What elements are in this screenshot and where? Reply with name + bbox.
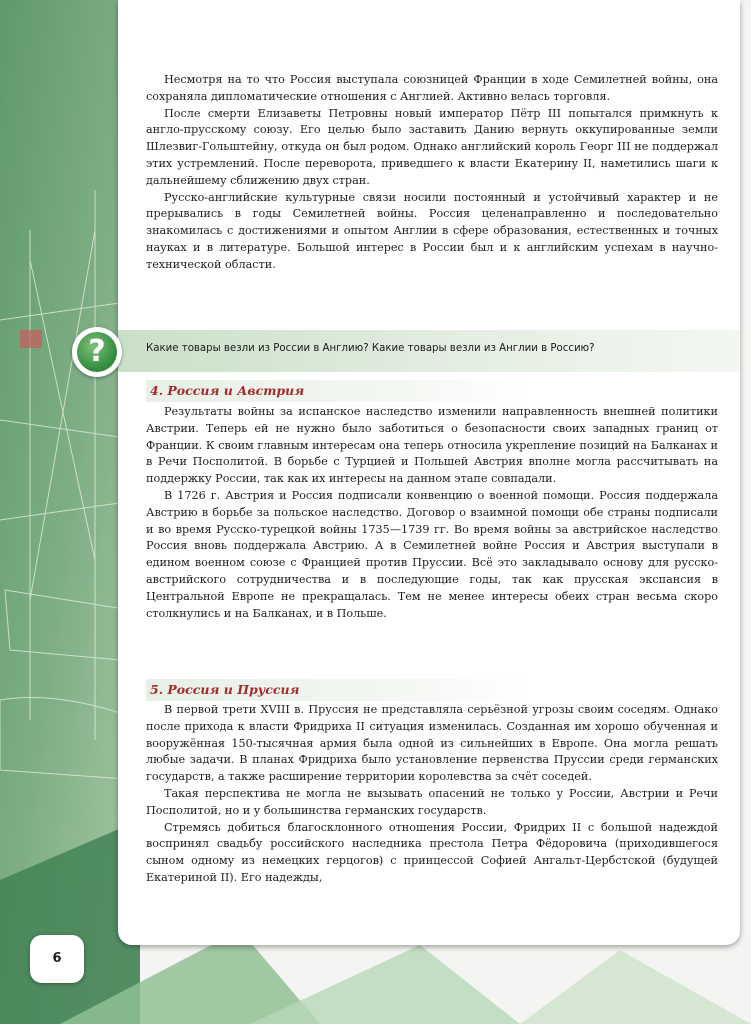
question-text: Какие товары везли из России в Англию? Какие товары везли из Англии в Россию? xyxy=(146,343,595,354)
paragraph: Русско-английские культурные связи носили постоянный и устойчивый характер и не прерывались в годы Семилетней войны. Россия целенаправленно и последовательно знакомилась с достижениями и опытом Англии в сфере образования, естественных и точных науках и в литературе. Большой интерес в России был и к английским успехам в научно-технической области. xyxy=(146,190,718,271)
question-icon: ? xyxy=(72,327,122,377)
paragraph: В первой трети XVIII в. Пруссия не представляла серьёзной угрозы своим соседям. Однако после прихода к власти Фридриха II ситуация изменилась. Созданная им хорошо обученная и вооружённая 150-тысячная армия была одной из сильнейших в Европе. Она могла решать любые задачи. В планах Фридриха было установление первенства Пруссии среди германских государств, а также расширение территории королевства за счёт соседей. xyxy=(146,703,718,784)
paragraph: Стремясь добиться благосклонного отношения России, Фридрих II с большой надеждой воспринял свадьбу российского наследника престола Петра Фёдоровича (приходившегося сыном одному из немецких герцогов) с принцессой Софией Ангальт-Цербстской (будущей Екатериной II). Его надежды, xyxy=(146,820,718,884)
section-heading-prussia: 5. Россия и Пруссия xyxy=(146,679,530,701)
paragraph: Несмотря на то что Россия выступала союзницей Франции в ходе Семилетней войны, она сохраняла дипломатические отношения с Англией. Активно велась торговля. xyxy=(146,73,718,103)
section-heading-austria: 4. Россия и Австрия xyxy=(146,380,530,402)
page-number: 6 xyxy=(30,935,84,983)
austria-section xyxy=(146,404,718,622)
paragraph: После смерти Елизаветы Петровны новый император Пётр III попытался примкнуть к англо-прусскому союзу. Его целью было заставить Данию вернуть оккупированные земли Шлезвиг-Гольштейну, откуда он был родом. Однако английский король Георг III не поддержал этих устремлений. После переворота, приведшего к власти Екатерину II, наметились шаги к дальнейшему сближению двух стран. xyxy=(146,106,718,187)
prussia-section xyxy=(146,702,718,887)
intro-section xyxy=(146,72,718,274)
paragraph: Такая перспектива не могла не вызывать опасений не только у России, Австрии и Речи Посполитой, но и у большинства германских государств. xyxy=(146,786,718,817)
paragraph: В 1726 г. Австрия и Россия подписали конвенцию о военной помощи. Россия поддержала Австрию в борьбе за польское наследство. Договор о взаимной помощи обе страны подписали и во время Русско-турецкой войны 1735—1739 гг. Во время войны за австрийское наследство Россия вновь поддержала Австрию. А в Семилетней войне Россия и Австрия выступали в едином военном союзе с Францией против Пруссии. Всё это закладывало основу для русско-австрийского сотрудничества и в последующие годы, так как прусская экспансия в Центральной Европе не прекращалась. Тем не менее интересы обеих стран весьма скоро столкнулись и на Балканах, и в Польше. xyxy=(146,488,718,620)
paragraph: Результаты войны за испанское наследство изменили направленность внешней политики Австрии. Теперь ей не нужно было заботиться о безопасности своих западных границ от Франции. К своим главным интересам она теперь относила укрепление позиций на Балканах и в Речи Посполитой. В борьбе с Турцией и Польшей Австрия вполне могла рассчитывать на поддержку России, так как их интересы на данном этапе совпадали. xyxy=(146,405,718,486)
